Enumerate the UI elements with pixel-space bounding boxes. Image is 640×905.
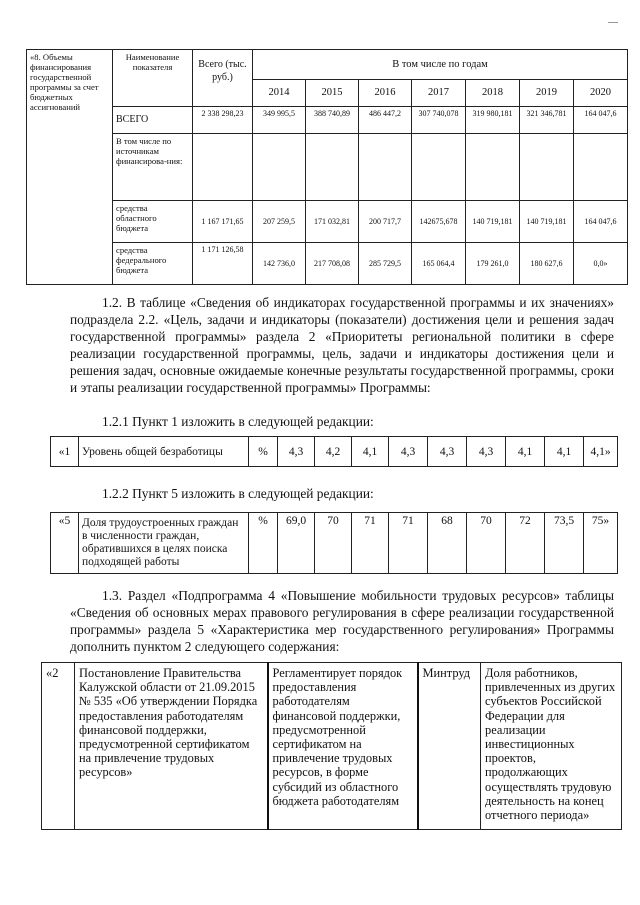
cell-value: 140 719,181: [466, 201, 520, 243]
table-row: [27, 107, 628, 134]
row-name: средства областного бюджета: [113, 201, 193, 243]
cell-value: 321 346,781: [520, 107, 574, 134]
indicator-table-item-5: [50, 512, 618, 574]
cell-value: 73,5: [545, 513, 584, 574]
unit: %: [249, 437, 278, 467]
cell-value: 142675,678: [412, 201, 466, 243]
cell-value: 164 047,6: [574, 107, 628, 134]
cell-value: 72: [506, 513, 545, 574]
cell-value: 4,1»: [584, 437, 618, 467]
subheading-1-2-2: 1.2.2 Пункт 5 изложить в следующей редакции:: [102, 486, 374, 501]
cell-value: 285 729,5: [359, 243, 412, 285]
indicator: Доля работников, привлеченных из других субъектов Российской Федерации для реализации инвестиционных проектов, продолжающих осуществлять трудовую деятельность на конец отчетного периода»: [481, 663, 622, 830]
col-name-header: Наименование показателя: [113, 50, 193, 107]
col-years-caption: В том числе по годам: [253, 50, 628, 80]
cell-value: 171 032,81: [306, 201, 359, 243]
item-number: «2: [42, 663, 75, 830]
table-row: [51, 437, 618, 467]
regulation-measures-table: [41, 662, 622, 830]
scan-artifact: [608, 22, 618, 23]
cell-value: 71: [389, 513, 428, 574]
cell-value: 207 259,5: [253, 201, 306, 243]
cell-value: 4,3: [389, 437, 428, 467]
cell-value: [520, 134, 574, 201]
cell-value: 71: [352, 513, 389, 574]
item-number: «1: [51, 437, 79, 467]
cell-value: 69,0: [278, 513, 315, 574]
paragraph-1-2: 1.2. В таблице «Сведения об индикаторах государственной программы и их значениях» подраздела 2.2. «Цель, задачи и индикаторы (показатели) достижения цели и решения задач государственной программы» раздела 2 «Приоритеты региональной политики в сфере реализации государственной программы, цель, задачи и индикаторы достижения цели и решения задач, основные ожидаемые конечные результаты государственной программы, сроки и этапы реализации государственной программы» Программы:: [70, 295, 614, 395]
paragraph-1-3: 1.3. Раздел «Подпрограмма 4 «Повышение мобильности трудовых ресурсов» таблицы «Сведения об основных мерах правового регулирования в сфере реализации государственной программы» раздела 5 «Характеристика мер государственного регулирования» Программы дополнить пунктом 2 следующего содержания:: [70, 588, 614, 654]
row-name: В том числе по источникам финансирова-ния:: [113, 134, 193, 201]
cell-value: 180 627,6: [520, 243, 574, 285]
cell-value: 4,3: [467, 437, 506, 467]
subheading-1-2-1: 1.2.1 Пункт 1 изложить в следующей редакции:: [102, 414, 374, 429]
executor: Минтруд: [418, 663, 481, 830]
cell-value: 142 736,0: [253, 243, 306, 285]
cell-value: 319 980,181: [466, 107, 520, 134]
cell-value: [306, 134, 359, 201]
cell-value: 164 047,6: [574, 201, 628, 243]
legal-act: Постановление Правительства Калужской области от 21.09.2015 № 535 «Об утверждении Порядка предоставления работодателям финансовой поддержки, предусмотренной сертификатом на привлечение трудовых ресурсов»: [75, 663, 268, 830]
row-header-cell: «8. Объемы финансирования государственной программы за счет бюджетных ассигнований: [27, 50, 113, 285]
year-header: 2018: [466, 80, 520, 107]
cell-value: 179 261,0: [466, 243, 520, 285]
cell-value: [359, 134, 412, 201]
cell-value: 486 447,2: [359, 107, 412, 134]
cell-value: 217 708,08: [306, 243, 359, 285]
cell-value: 4,1: [506, 437, 545, 467]
financing-table: [26, 49, 628, 285]
item-number: «5: [51, 513, 79, 574]
year-header: 2016: [359, 80, 412, 107]
col-total-header: Всего (тыс. руб.): [193, 50, 253, 107]
year-header: 2020: [574, 80, 628, 107]
indicator-name: Уровень общей безработицы: [79, 437, 249, 467]
table-row: [27, 243, 628, 285]
table-row: [27, 134, 628, 201]
cell-value: 4,1: [352, 437, 389, 467]
table-row: [51, 513, 618, 574]
table-row: [27, 201, 628, 243]
year-header: 2014: [253, 80, 306, 107]
cell-value: [574, 134, 628, 201]
year-header: 2017: [412, 80, 466, 107]
row-total: 2 338 298,23: [193, 107, 253, 134]
row-total: [193, 134, 253, 201]
row-name: средства федерального бюджета: [113, 243, 193, 285]
regulation-content: Регламентирует порядок предоставления работодателям финансовой поддержки, предусмотренной сертификатом на привлечение трудовых ресурсов, в форме субсидий из областного бюджета работодателям: [268, 663, 418, 830]
cell-value: [253, 134, 306, 201]
cell-value: 75»: [584, 513, 618, 574]
cell-value: 200 717,7: [359, 201, 412, 243]
row-total: 1 171 126,58: [193, 243, 253, 285]
cell-value: 4,3: [428, 437, 467, 467]
cell-value: 4,1: [545, 437, 584, 467]
table-row: [42, 663, 622, 830]
cell-value: 140 719,181: [520, 201, 574, 243]
cell-value: [466, 134, 520, 201]
cell-value: 4,3: [278, 437, 315, 467]
row-name: ВСЕГО: [113, 107, 193, 134]
indicator-name: Доля трудоустроенных граждан в численности граждан, обратившихся в целях поиска подходящей работы: [79, 513, 249, 574]
cell-value: 307 740,078: [412, 107, 466, 134]
cell-value: 70: [315, 513, 352, 574]
row-total: 1 167 171,65: [193, 201, 253, 243]
cell-value: 349 995,5: [253, 107, 306, 134]
year-header: 2015: [306, 80, 359, 107]
cell-value: [412, 134, 466, 201]
cell-value: 68: [428, 513, 467, 574]
unit: %: [249, 513, 278, 574]
cell-value: 70: [467, 513, 506, 574]
year-header: 2019: [520, 80, 574, 107]
cell-value: 165 064,4: [412, 243, 466, 285]
indicator-table-item-1: [50, 436, 618, 467]
cell-value: 0,0»: [574, 243, 628, 285]
cell-value: 4,2: [315, 437, 352, 467]
cell-value: 388 740,89: [306, 107, 359, 134]
